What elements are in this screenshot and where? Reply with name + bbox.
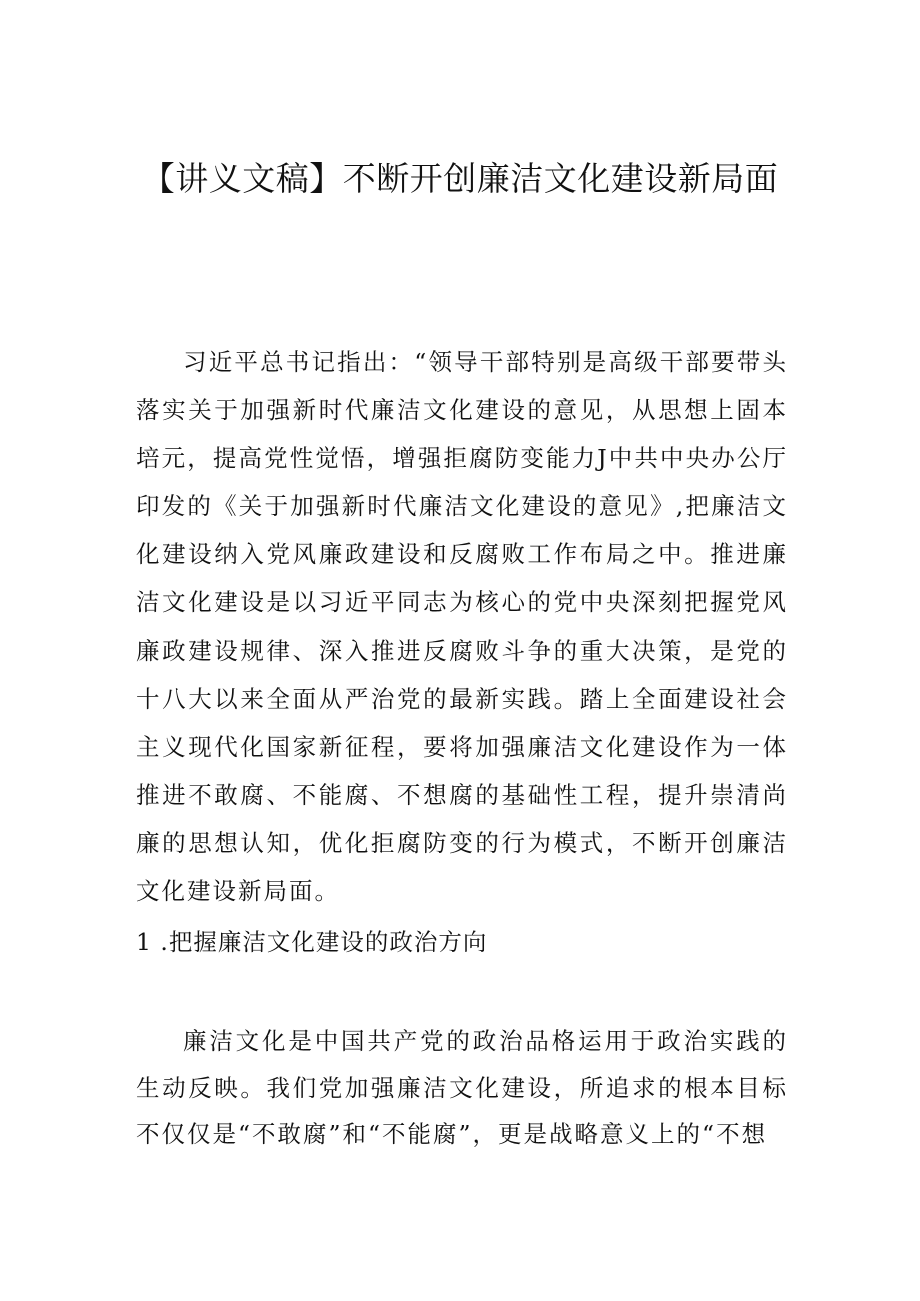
body-paragraph: 习近平总书记指出：“领导干部特别是高级干部要带头落实关于加强新时代廉洁文化建设的意见，从思想上固本培元，提高党性觉悟，增强拒腐防变能力J中共中央办公厅印发的《关于加强新时代廉洁文化建设的意见》,把廉洁文化建设纳入党风廉政建设和反腐败工作布局之中。推进廉洁文化建设是以习近平同志为核心的党中央深刻把握党风廉政建设规律、深入推进反腐败斗争的重大决策，是党的十八大以来全面从严治党的最新实践。踏上全面建设社会主义现代化国家新征程，要将加强廉洁文化建设作为一体推进不敢腐、不能腐、不想腐的基础性工程，提升崇清尚廉的思想认知，优化拒腐防变的行为模式，不断开创廉洁文化建设新局面。 xyxy=(136,348,788,906)
document-title: 【讲义文稿】不断开创廉洁文化建设新局面 xyxy=(141,159,779,198)
section-heading: 1 .把握廉洁文化建设的政治方向 xyxy=(136,928,488,956)
body-paragraph: 廉洁文化是中国共产党的政治品格运用于政治实践的生动反映。我们党加强廉洁文化建设，所追求的根本目标不仅仅是“不敢腐”和“不能腐”，更是战略意义上的“不想 xyxy=(136,1027,788,1148)
